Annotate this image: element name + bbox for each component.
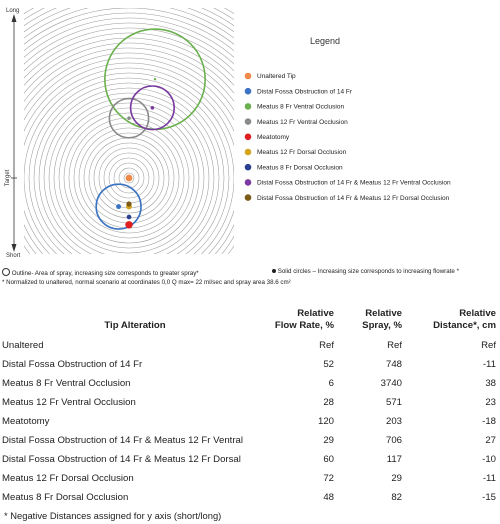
- header-text: Relative: [297, 308, 334, 319]
- table-cell-value: 48: [323, 492, 334, 503]
- legend-entry: Distal Fossa Obstruction of 14 Fr: [257, 88, 353, 96]
- flowrate-dot: [116, 204, 121, 209]
- header-tip-alteration: Tip Alteration: [104, 320, 166, 331]
- table-cell-value: 60: [323, 454, 334, 465]
- table-cell-value: 117: [386, 454, 402, 465]
- legend-entry: Distal Fossa Obstruction of 14 Fr & Meatus 12 Fr Dorsal Occlusion: [257, 194, 450, 202]
- flowrate-dot: [154, 78, 156, 80]
- table-cell-value: 571: [385, 397, 402, 408]
- table-cell-value: 706: [385, 435, 402, 446]
- table-cell-tip: Unaltered: [2, 340, 44, 351]
- target-ring: [0, 43, 264, 300]
- flowrate-dot: [127, 215, 132, 220]
- header-spray: [334, 306, 402, 336]
- legend: [245, 36, 451, 202]
- y-axis: [5, 8, 21, 259]
- target-ring: [0, 8, 299, 300]
- header-text: Relative: [459, 308, 496, 319]
- table-cell-value: Ref: [387, 340, 402, 351]
- table-cell-value: 82: [391, 492, 402, 503]
- solid-circle-icon: [272, 269, 276, 273]
- flowrate-dot: [126, 201, 131, 206]
- header-text: Flow Rate, %: [274, 320, 334, 331]
- table-cell-value: 203: [385, 416, 402, 427]
- legend-swatch: [245, 164, 252, 171]
- table-cell-tip: Distal Fossa Obstruction of 14 Fr & Meatus 12 Fr Dorsal: [2, 454, 241, 465]
- legend-swatch: [245, 194, 252, 201]
- table-cell-value: 38: [485, 378, 496, 389]
- y-axis-bottom-label: Short: [6, 253, 21, 259]
- table-cell-tip: Meatus 8 Fr Dorsal Occlusion: [2, 492, 129, 503]
- legend-swatch: [245, 134, 252, 141]
- legend-swatch: [245, 73, 252, 80]
- target-ring: [0, 23, 284, 300]
- y-axis-center-label: Target: [5, 169, 11, 187]
- legend-entry: Unaltered Tip: [257, 73, 296, 81]
- table-row: [0, 355, 500, 374]
- legend-swatch: [245, 179, 252, 186]
- legend-entry: Meatus 8 Fr Ventral Occlusion: [257, 103, 345, 111]
- table-cell-value: 52: [323, 359, 334, 370]
- table-row: [0, 469, 500, 488]
- table-header-row: [0, 306, 500, 336]
- table-cell-tip: Distal Fossa Obstruction of 14 Fr & Meatus 12 Fr Ventral: [2, 435, 244, 446]
- table-row: [0, 450, 500, 469]
- legend-entry: Meatus 12 Fr Dorsal Occlusion: [257, 149, 347, 157]
- table-cell-value: 29: [323, 435, 334, 446]
- solid-note-text: Solid circles – Increasing size corresponds to increasing flowrate *: [277, 268, 459, 275]
- normalized-note: * Normalized to unaltered, normal scenario at coordinates 0,0 Q max= 22 ml/sec and spray area 38.6 cm²: [2, 279, 291, 286]
- table-cell-value: -11: [482, 473, 496, 484]
- legend-entry: Meatotomy: [257, 134, 290, 141]
- outline-note: [2, 268, 199, 277]
- legend-entry: Meatus 8 Fr Dorsal Occlusion: [257, 164, 343, 172]
- table-row: [0, 336, 500, 355]
- legend-entry: Distal Fossa Obstruction of 14 Fr & Meatus 12 Fr Ventral Occlusion: [257, 179, 451, 187]
- table-row: [0, 412, 500, 431]
- y-axis-top-label: Long: [6, 8, 20, 14]
- outline-circle-icon: [2, 268, 10, 276]
- table-cell-value: 120: [317, 416, 334, 427]
- table-cell-value: Ref: [481, 340, 496, 351]
- outline-note-text: Outline- Area of spray, increasing size corresponds to greater spray*: [11, 270, 199, 277]
- table-cell-tip: Distal Fossa Obstruction of 14 Fr: [2, 359, 143, 370]
- legend-swatch: [245, 118, 252, 125]
- table-cell-value: 28: [323, 397, 334, 408]
- target-ring: [0, 18, 289, 300]
- legend-title: Legend: [310, 36, 341, 46]
- table-cell-value: -10: [482, 454, 496, 465]
- table-cell-value: 23: [485, 397, 496, 408]
- table-row: [0, 374, 500, 393]
- table-cell-value: 3740: [380, 378, 402, 389]
- table-cell-value: 6: [328, 378, 334, 389]
- table-cell-value: 748: [385, 359, 402, 370]
- table-row: [0, 488, 500, 507]
- table-row: [0, 431, 500, 450]
- flowrate-dot: [126, 175, 133, 182]
- table-cell-value: -11: [482, 359, 496, 370]
- footnote: * Negative Distances assigned for y axis (short/long): [4, 510, 222, 521]
- table-cell-value: -15: [482, 492, 496, 503]
- flowrate-dot: [151, 106, 155, 110]
- table-cell-tip: Meatus 8 Fr Ventral Occlusion: [2, 378, 131, 389]
- table-cell-tip: Meatus 12 Fr Ventral Occlusion: [2, 397, 136, 408]
- table-cell-value: 29: [391, 473, 402, 484]
- table-cell-tip: Meatotomy: [2, 416, 50, 427]
- table-cell-tip: Meatus 12 Fr Dorsal Occlusion: [2, 473, 134, 484]
- table-row: [0, 393, 500, 412]
- flowrate-dot: [127, 116, 131, 120]
- legend-swatch: [245, 103, 252, 110]
- table-cell-value: 72: [323, 473, 334, 484]
- table-cell-value: 27: [485, 435, 496, 446]
- results-table: [0, 306, 500, 507]
- target-ring: [0, 13, 294, 300]
- header-text: Spray, %: [362, 320, 402, 331]
- legend-swatch: [245, 88, 252, 95]
- legend-entry: Meatus 12 Fr Ventral Occlusion: [257, 118, 348, 126]
- header-distance: [402, 306, 500, 336]
- flowrate-dot: [125, 221, 132, 228]
- table-cell-value: Ref: [319, 340, 334, 351]
- header-flow-rate: [270, 306, 334, 336]
- solid-note: [272, 268, 459, 275]
- header-text: Relative: [365, 308, 402, 319]
- table-cell-value: -18: [482, 416, 496, 427]
- target-ring: [0, 28, 279, 300]
- legend-swatch: [245, 149, 252, 156]
- header-text: Distance*, cm: [433, 320, 496, 331]
